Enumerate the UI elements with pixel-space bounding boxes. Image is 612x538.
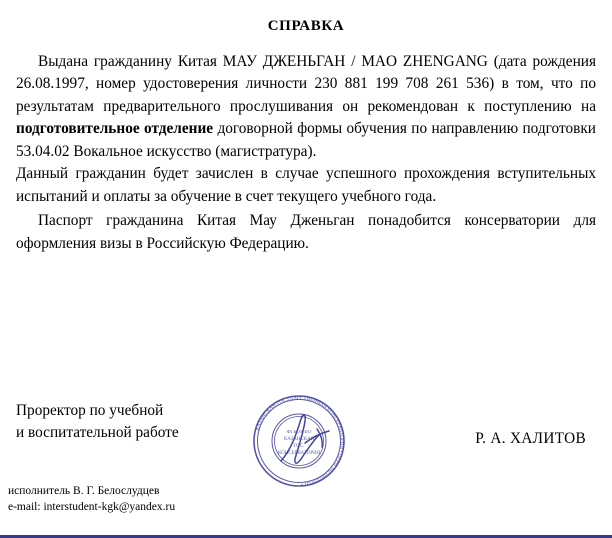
footer-email: e-mail: interstudent-kgk@yandex.ru <box>8 501 176 514</box>
signature-block <box>16 400 596 470</box>
svg-text:ФГБОУ ВО: ФГБОУ ВО <box>286 430 312 435</box>
paragraph-2-run-1: Данный гражданин будет зачислен в случае успешного прохождения вступительных испытаний и оплаты за обучение в счет текущего учебного года. <box>16 165 596 205</box>
footer-executor: исполнитель В. Г. Белослудцев <box>8 484 160 497</box>
paragraph-1-run-3: договорной формы обучения по направлению подготовки 53.04.02 Вокальное искусство (магистратура). <box>16 120 596 160</box>
paragraph-1-run-1: Выдана гражданину Китая МАУ ДЖЕНЬГАН / MAO ZHENGANG (дата рождения 26.08.1997, номер удостоверения личности 230 881 199 708 261 536) в том, что по результатам предварительного прослушивания он рекомендован к поступлению на <box>16 53 596 115</box>
signatory-position <box>16 400 179 444</box>
paragraph-3-run-1: Паспорт гражданина Китая Мау Дженьган понадобится консерватории для оформления визы в Российскую Федерацию. <box>16 212 596 252</box>
svg-text:КАЗАНСКАЯ: КАЗАНСКАЯ <box>283 437 315 442</box>
signatory-position-line-1: Проректор по учебной <box>16 402 164 419</box>
document-body <box>16 51 596 255</box>
signatory-position-line-2: и воспитательной работе <box>16 424 179 442</box>
page-title: СПРАВКА <box>267 18 345 34</box>
svg-text:ГОС.: ГОС. <box>293 444 305 449</box>
signatory-name: Р. А. ХАЛИТОВ <box>475 430 586 447</box>
svg-text:КОНСЕРВАТОРИЯ: КОНСЕРВАТОРИЯ <box>277 451 321 456</box>
paragraph-2 <box>16 163 596 208</box>
paragraph-1-run-2-bold: подготовительное отделение <box>16 120 214 138</box>
svg-text:КАЗАНСКАЯ ГОСУДАРСТВЕННАЯ КОНС: КАЗАНСКАЯ ГОСУДАРСТВЕННАЯ КОНСЕРВАТОРИЯ • ОГРН 1021602830331 • <box>254 394 346 487</box>
paragraph-1 <box>16 51 596 163</box>
paragraph-3 <box>16 210 596 255</box>
footer-block <box>8 483 175 516</box>
